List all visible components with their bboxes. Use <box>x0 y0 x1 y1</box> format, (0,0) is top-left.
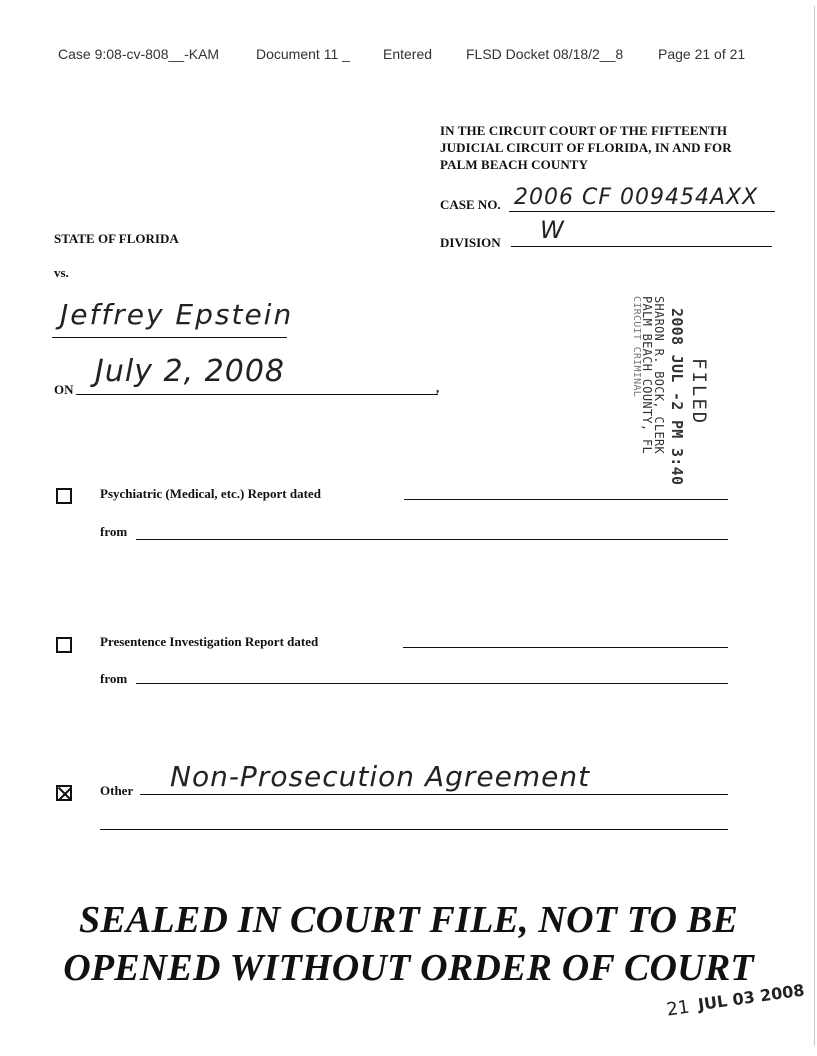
state-label: STATE OF FLORIDA <box>54 231 179 246</box>
receipt-date: JUL 03 2008 <box>696 980 806 1015</box>
header-case: Case 9:08-cv-808__-KAM <box>58 46 220 62</box>
psychiatric-report-label: Psychiatric (Medical, etc.) Report dated <box>100 486 321 501</box>
filed-stamp-title: FILED <box>688 358 710 426</box>
division-label: DIVISION <box>440 235 501 250</box>
case-no-label: CASE NO. <box>440 197 501 212</box>
division-value: W <box>540 216 564 244</box>
filed-stamp <box>552 296 710 486</box>
psychiatric-report-from-line <box>136 539 728 540</box>
header-docket: FLSD Docket 08/18/2__8 <box>466 46 624 62</box>
presentence-report-from-label: from <box>100 671 128 686</box>
on-date: July 2, 2008 <box>95 354 285 389</box>
on-label: ON <box>54 382 74 397</box>
receipt-number: 21 <box>665 996 691 1021</box>
psychiatric-report-from-label: from <box>100 524 128 539</box>
on-comma: , <box>436 380 440 395</box>
header-entered: Entered <box>383 46 433 62</box>
filed-stamp-date: 2008 JUL -2 PM 3:40 <box>668 308 686 486</box>
other-value: Non-Prosecution Agreement <box>170 760 591 793</box>
court-line-1: IN THE CIRCUIT COURT OF THE FIFTEENTH <box>440 123 728 138</box>
filed-stamp-county: PALM BEACH COUNTY, FL <box>640 296 654 455</box>
presentence-report-date-line <box>403 647 728 648</box>
filed-stamp-clerk: SHARON R. BOCK, CLERK <box>652 296 666 455</box>
psychiatric-report-checkbox[interactable] <box>56 488 72 504</box>
other-second-line <box>100 829 728 830</box>
court-line-3: PALM BEACH COUNTY <box>440 157 589 172</box>
other-checkbox[interactable] <box>56 785 72 801</box>
defendant-name: Jeffrey Epstein <box>60 298 294 331</box>
sealed-line-2: OPENED WITHOUT ORDER OF COURT <box>63 947 754 989</box>
case-no-line <box>509 211 775 212</box>
other-line <box>140 794 728 795</box>
court-caption <box>440 122 785 173</box>
presentence-report-checkbox[interactable] <box>56 637 72 653</box>
presentence-report-label: Presentence Investigation Report dated <box>100 634 319 649</box>
presentence-report-from-line <box>136 683 728 684</box>
header-page: Page 21 of 21 <box>658 46 746 62</box>
court-line-2: JUDICIAL CIRCUIT OF FLORIDA, IN AND FOR <box>440 140 732 155</box>
on-line <box>76 394 438 395</box>
header-document: Document 11 _ <box>256 46 350 62</box>
vs-label: vs. <box>54 265 69 280</box>
defendant-line <box>52 337 287 338</box>
sealed-line-1: SEALED IN COURT FILE, NOT TO BE <box>79 899 738 941</box>
division-line <box>511 246 772 247</box>
case-no-value: 2006 CF 009454AXX <box>514 185 759 210</box>
filed-stamp-division: CIRCUIT CRIMINAL <box>631 296 642 398</box>
psychiatric-report-date-line <box>404 499 728 500</box>
other-label: Other <box>100 783 134 798</box>
